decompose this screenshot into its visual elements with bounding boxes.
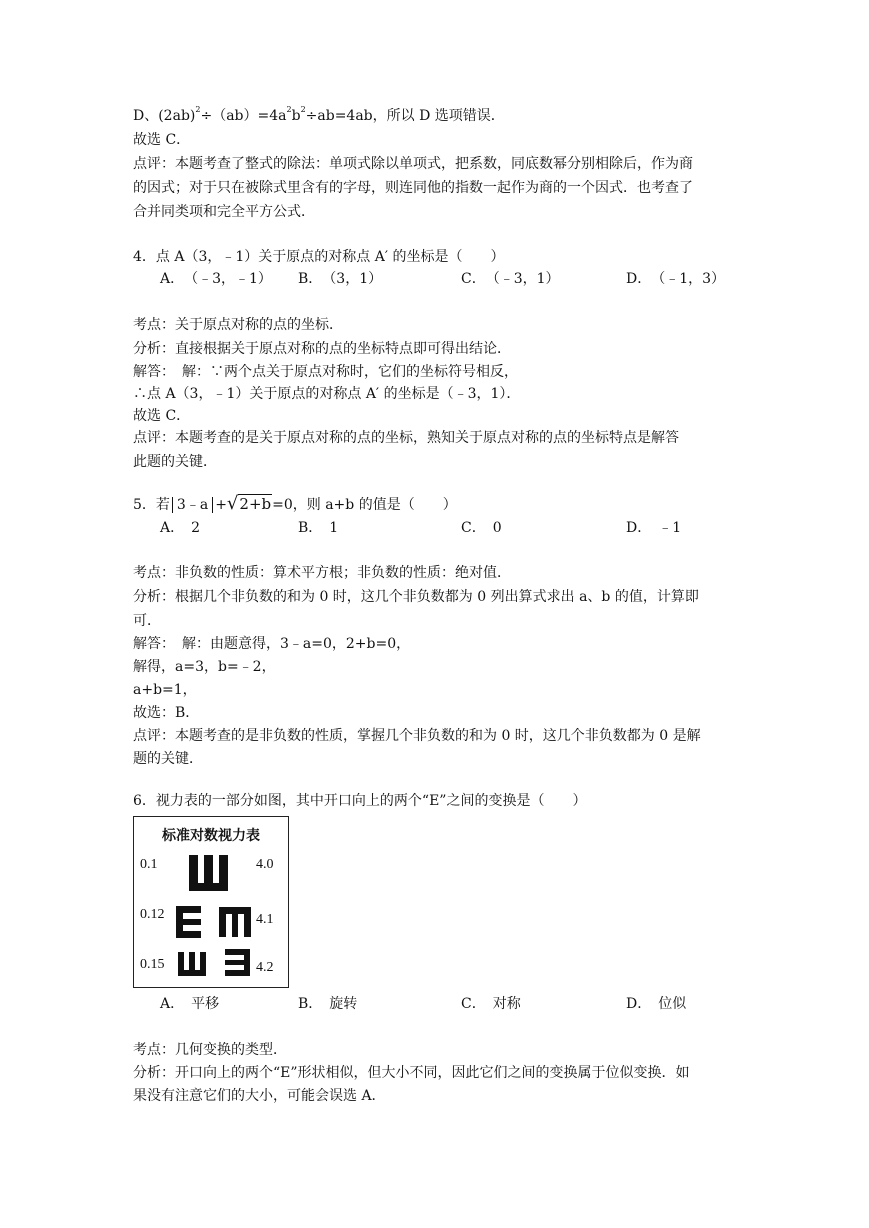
- fenxi-line: 分析：根据几个非负数的和为 0 时，这几个非负数都为 0 列出算式求出 a、b 的值，计算即: [133, 589, 699, 605]
- q5-option-b: B． 1: [298, 520, 339, 536]
- fenxi-line: 分析：直接根据关于原点对称的点的坐标特点即可得出结论．: [133, 341, 511, 357]
- comment-line: 点评：本题考查的是关于原点对称的点的坐标，熟知关于原点对称的点的坐标特点是解答: [133, 430, 679, 446]
- jieda-line: 解答： 解：∵两个点关于原点对称时，它们的坐标符号相反，: [133, 364, 518, 380]
- q5-option-a: A． 2: [160, 520, 201, 536]
- q6-option-a: A． 平移: [160, 996, 220, 1012]
- vision-right-label: 4.2: [256, 960, 274, 975]
- comment-line: 的因式；对于只在被除式里含有的字母，则连同他的指数一起作为商的一个因式．也考查了: [133, 180, 693, 196]
- e-open-down-icon: [219, 907, 251, 937]
- answer-line: 故选 C．: [133, 408, 191, 424]
- e-open-up-small-icon: [178, 952, 206, 976]
- e-open-right-icon: [176, 906, 201, 938]
- kaodian-line: 考点：非负数的性质：算术平方根；非负数的性质：绝对值．: [133, 565, 511, 581]
- vision-e-glyphs: [134, 817, 287, 986]
- square-root: √2+b: [226, 493, 272, 514]
- absolute-value: 3﹣a: [172, 497, 213, 513]
- e-open-left-icon: [225, 949, 250, 976]
- q4-option-b: B． （3，1）: [298, 271, 383, 287]
- jieda-line: 解答： 解：由题意得，3﹣a=0，2+b=0，: [133, 636, 411, 652]
- comment-line: 点评：本题考查了整式的除法：单项式除以单项式，把系数，同底数幂分别相除后，作为商: [133, 156, 693, 172]
- jieda-line: ∴点 A（3，﹣1）关于原点的对称点 A′ 的坐标是（﹣3，1）．: [133, 386, 521, 402]
- kaodian-line: 考点：关于原点对称的点的坐标．: [133, 317, 343, 333]
- comment-line: 题的关键．: [133, 751, 203, 767]
- comment-line: 此题的关键．: [133, 454, 217, 470]
- q6-option-b: B． 旋转: [298, 996, 358, 1012]
- jieda-line: a+b=1，: [133, 682, 197, 698]
- vision-right-label: 4.0: [256, 857, 274, 872]
- q4-option-d: D． （﹣1，3）: [626, 271, 726, 287]
- kaodian-line: 考点：几何变换的类型．: [133, 1042, 287, 1058]
- fenxi-line: 果没有注意它们的大小，可能会误选 A．: [133, 1088, 386, 1104]
- fenxi-line: 分析：开口向上的两个“E”形状相似，但大小不同，因此它们之间的变换属于位似变换．如: [133, 1065, 690, 1081]
- jieda-line: 解得，a=3，b=﹣2，: [133, 659, 276, 675]
- question-4-stem: 4．点 A（3，﹣1）关于原点的对称点 A′ 的坐标是（ ）: [133, 249, 505, 265]
- comment-line: 合并同类项和完全平方公式．: [133, 204, 315, 220]
- q4-option-a: A． （﹣3，﹣1）: [160, 271, 272, 287]
- vision-right-label: 4.1: [256, 912, 274, 927]
- fenxi-line: 可．: [133, 613, 161, 629]
- vision-left-label: 0.15: [140, 957, 165, 972]
- q6-option-c: C． 对称: [461, 996, 521, 1012]
- option-d-solution: D、$(2ab)^2\div(ab)=4a^2b^2\div ab=4ab$，所以 D 选项错误．: [133, 105, 505, 124]
- answer-line: 故选：B．: [133, 705, 200, 721]
- q4-option-c: C． （﹣3，1）: [461, 271, 560, 287]
- vision-left-label: 0.1: [140, 857, 158, 872]
- answer-line: 故选 C．: [133, 132, 191, 148]
- e-open-up-large-icon: [189, 855, 228, 891]
- comment-line: 点评：本题考查的是非负数的性质，掌握几个非负数的和为 0 时，这几个非负数都为 0 是解: [133, 728, 701, 744]
- q5-option-c: C． 0: [461, 520, 502, 536]
- question-6-stem: 6．视力表的一部分如图，其中开口向上的两个“E”之间的变换是（ ）: [133, 793, 587, 809]
- q6-option-d: D． 位似: [626, 996, 687, 1012]
- vision-left-label: 0.12: [140, 907, 165, 922]
- vision-chart-title: 标准对数视力表: [162, 828, 260, 844]
- q5-option-d: D． ﹣1: [626, 520, 682, 536]
- question-5-stem: 5．若 3﹣a +√2+b=0，则 a+b 的值是（ ）: [133, 493, 457, 514]
- vision-chart-figure: [133, 816, 289, 988]
